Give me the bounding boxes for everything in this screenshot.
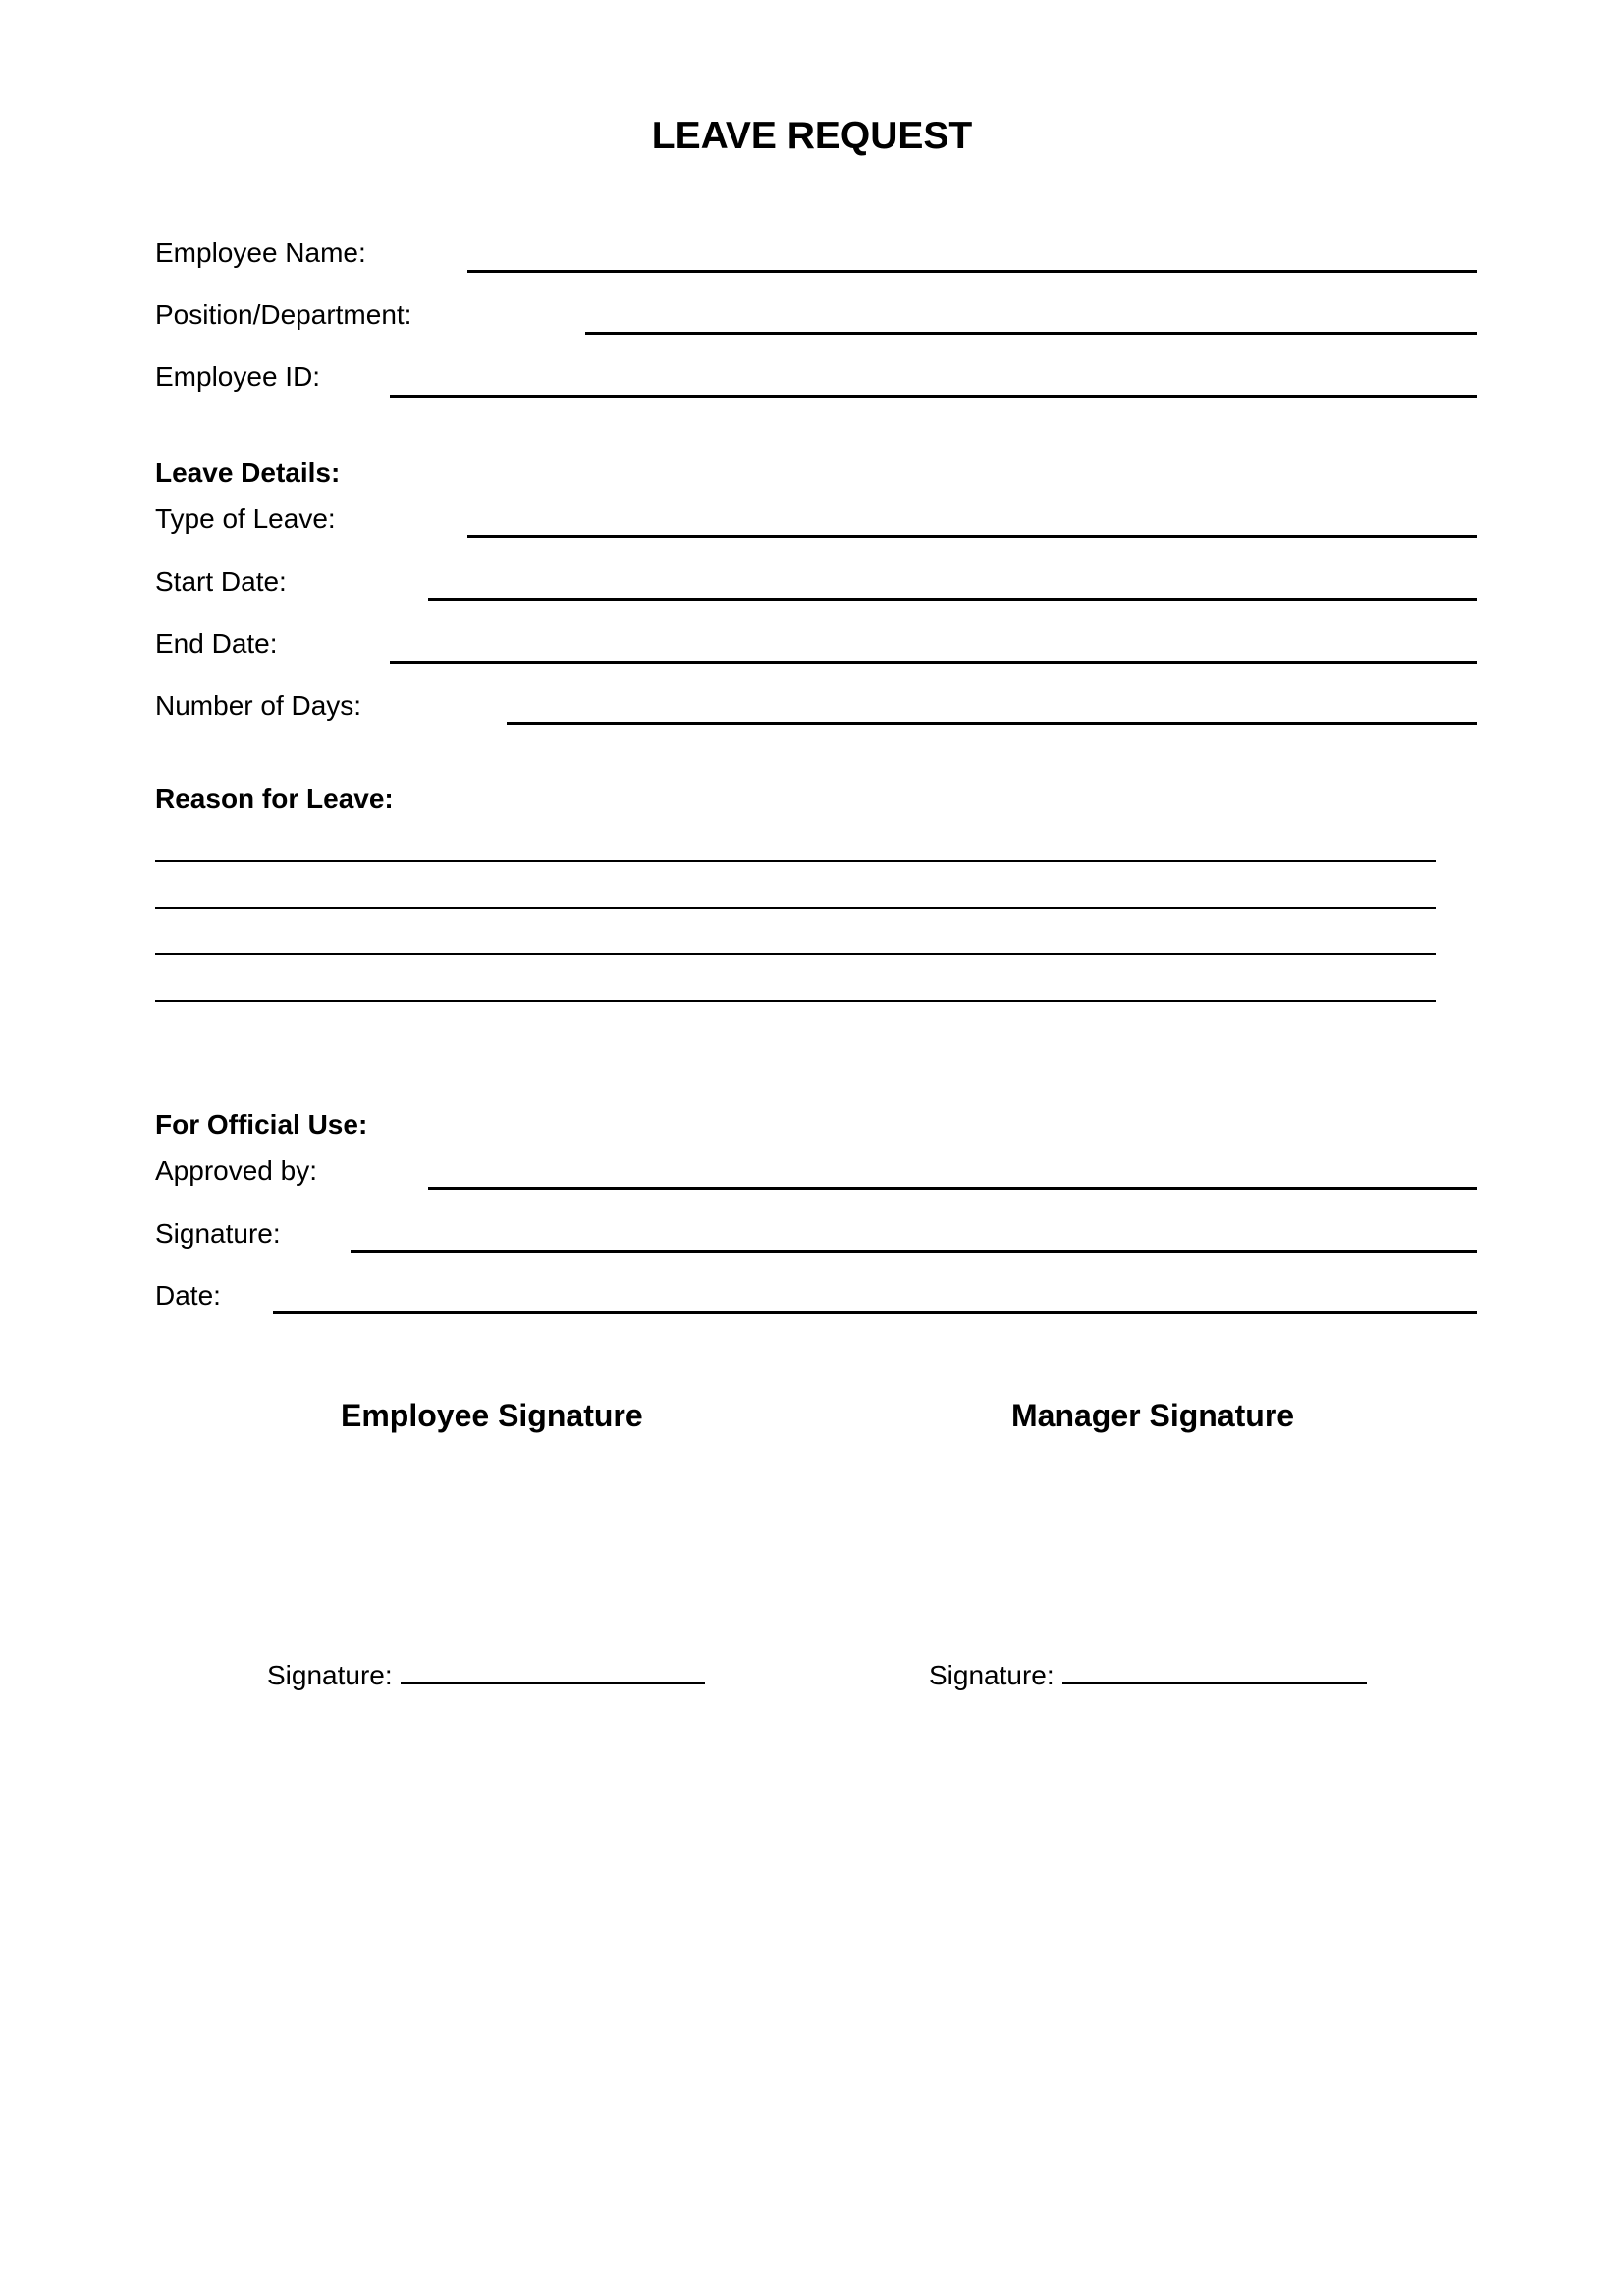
employee-signature-heading: Employee Signature	[341, 1398, 643, 1433]
type-of-leave-label: Type of Leave:	[155, 504, 336, 534]
employee-signature-row	[267, 1659, 705, 1692]
reason-line[interactable]	[155, 907, 1436, 909]
manager-signature-field[interactable]	[1062, 1682, 1367, 1684]
employee-name-label: Employee Name:	[155, 238, 366, 268]
official-date-field[interactable]	[273, 1311, 1477, 1314]
reason-heading: Reason for Leave:	[155, 783, 394, 814]
employee-signature-label: Signature:	[267, 1660, 393, 1690]
approved-by-label: Approved by:	[155, 1155, 317, 1186]
employee-id-field[interactable]	[390, 395, 1477, 398]
manager-signature-row	[929, 1659, 1367, 1692]
position-department-label: Position/Department:	[155, 299, 412, 330]
end-date-field[interactable]	[390, 661, 1477, 664]
manager-signature-label: Signature:	[929, 1660, 1055, 1690]
reason-line[interactable]	[155, 953, 1436, 955]
employee-name-field[interactable]	[467, 270, 1477, 273]
manager-signature-heading: Manager Signature	[1011, 1398, 1295, 1433]
official-signature-label: Signature:	[155, 1218, 281, 1249]
official-signature-field[interactable]	[351, 1250, 1477, 1253]
official-date-label: Date:	[155, 1280, 221, 1310]
leave-details-heading: Leave Details:	[155, 457, 341, 488]
reason-line[interactable]	[155, 860, 1436, 862]
start-date-field[interactable]	[428, 598, 1477, 601]
employee-id-label: Employee ID:	[155, 361, 321, 392]
page-title: LEAVE REQUEST	[651, 115, 973, 157]
start-date-label: Start Date:	[155, 566, 287, 597]
approved-by-field[interactable]	[428, 1187, 1477, 1190]
position-department-field[interactable]	[585, 332, 1477, 335]
number-of-days-label: Number of Days:	[155, 690, 362, 721]
employee-signature-field[interactable]	[401, 1682, 705, 1684]
number-of-days-field[interactable]	[507, 722, 1477, 725]
reason-line[interactable]	[155, 1000, 1436, 1002]
end-date-label: End Date:	[155, 628, 278, 659]
official-use-heading: For Official Use:	[155, 1109, 368, 1140]
type-of-leave-field[interactable]	[467, 535, 1477, 538]
